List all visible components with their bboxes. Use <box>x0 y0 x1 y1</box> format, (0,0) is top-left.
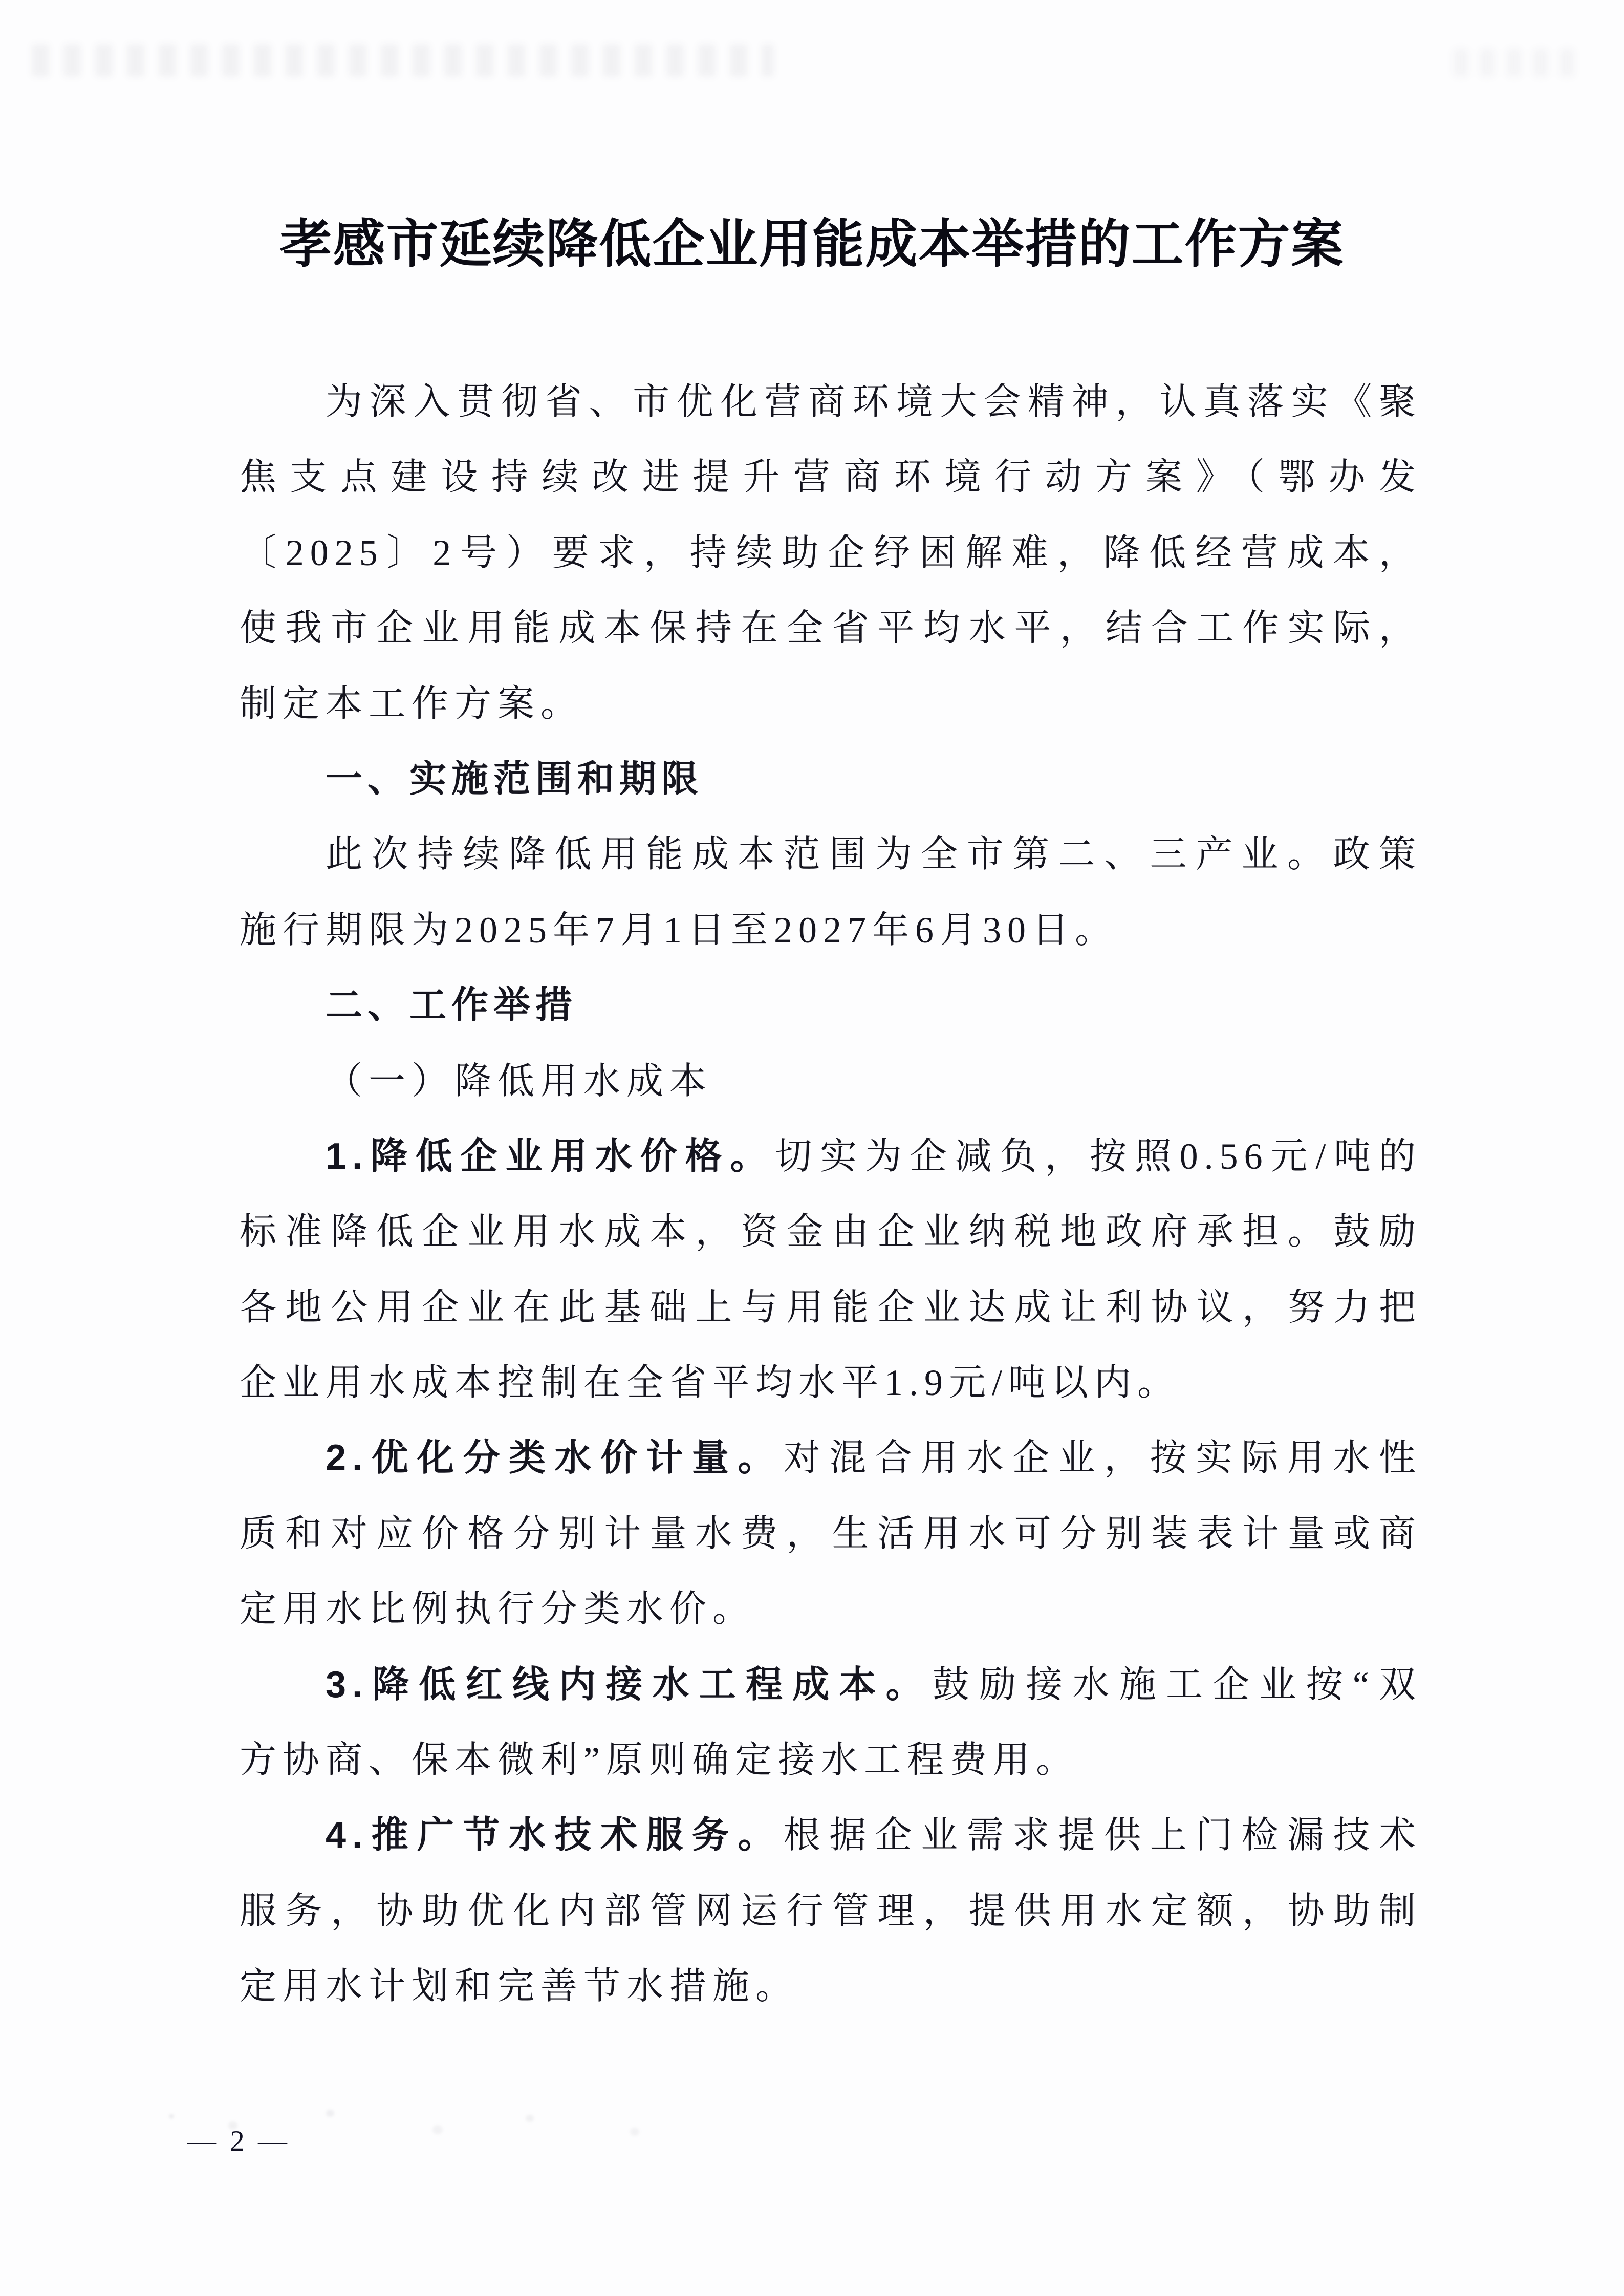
text-line <box>240 516 1422 591</box>
text-line <box>240 1647 1422 1723</box>
paragraph <box>240 1421 1422 1647</box>
body-text: 定用水比例执行分类水价。 <box>240 1589 756 1630</box>
text-line <box>240 1949 1422 2024</box>
text-line <box>240 742 1422 817</box>
section-heading <box>240 1044 1422 1119</box>
body-text: 标准降低企业用水成本，资金由企业纳税地政府承担。鼓励 <box>240 1211 1422 1253</box>
text-line <box>240 591 1422 666</box>
text-line <box>240 968 1422 1043</box>
body-text: 制定本工作方案。 <box>240 683 584 724</box>
text-line <box>240 1572 1422 1647</box>
paragraph <box>240 1119 1422 1421</box>
text-line <box>240 1345 1422 1421</box>
body-text: 方协商、保本微利”原则确定接水工程费用。 <box>240 1740 1079 1781</box>
bold-lead-text: 4.推广节水技术服务。 <box>326 1815 784 1856</box>
body-text: 定用水计划和完善节水措施。 <box>240 1966 799 2007</box>
body-text: 使我市企业用能成本保持在全省平均水平，结合工作实际， <box>240 608 1422 649</box>
text-line <box>240 1723 1422 1798</box>
body-text: （一）降低用水成本 <box>326 1060 713 1102</box>
section-heading <box>240 742 1422 817</box>
body-text: 各地公用企业在此基础上与用能企业达成让利协议，努力把 <box>240 1286 1422 1328</box>
body-text: 企业用水成本控制在全省平均水平1.9元/吨以内。 <box>240 1362 1181 1404</box>
paragraph <box>240 817 1422 968</box>
paragraph <box>240 1647 1422 1798</box>
text-line <box>240 893 1422 968</box>
bold-lead-text: 2.优化分类水价计量。 <box>326 1437 784 1479</box>
text-line <box>240 364 1422 440</box>
scan-bleed-artifact <box>1454 49 1576 77</box>
text-line <box>240 1044 1422 1119</box>
text-line <box>240 1270 1422 1345</box>
body-text: 为深入贯彻省、市优化营商环境大会精神，认真落实《聚 <box>326 381 1422 422</box>
text-line <box>240 1119 1422 1194</box>
body-text: 根据企业需求提供上门检漏技术 <box>783 1815 1422 1856</box>
bold-lead-text: 3.降低红线内接水工程成本。 <box>326 1664 933 1705</box>
body-text: 鼓励接水施工企业按“双 <box>932 1664 1422 1705</box>
bold-lead-text: 一、实施范围和期限 <box>326 758 704 800</box>
body-text: 切实为企减负，按照0.56元/吨的 <box>775 1135 1422 1177</box>
body-text: 服务，协助优化内部管网运行管理，提供用水定额，协助制 <box>240 1890 1422 1932</box>
text-line <box>240 1194 1422 1270</box>
document-body <box>240 364 1422 2025</box>
text-line <box>240 1496 1422 1572</box>
text-line <box>240 817 1422 892</box>
body-text: 质和对应价格分别计量水费，生活用水可分别装表计量或商 <box>240 1513 1422 1554</box>
section-heading <box>240 968 1422 1043</box>
text-line <box>240 1874 1422 1949</box>
body-text: 〔2025〕2号）要求，持续助企纾困解难，降低经营成本， <box>240 532 1422 573</box>
bold-lead-text: 1.降低企业用水价格。 <box>326 1135 775 1177</box>
text-line <box>240 1421 1422 1496</box>
body-text: 施行期限为2025年7月1日至2027年6月30日。 <box>240 909 1118 951</box>
body-text: 此次持续降低用能成本范围为全市第二、三产业。政策 <box>326 834 1422 875</box>
scan-bleed-artifact <box>32 44 774 77</box>
body-text: 对混合用水企业，按实际用水性 <box>783 1437 1422 1479</box>
scan-noise-specks <box>169 2114 174 2118</box>
body-text: 焦支点建设持续改进提升营商环境行动方案》（鄂办发 <box>240 457 1422 498</box>
text-line <box>240 1798 1422 1873</box>
bold-lead-text: 二、工作举措 <box>326 985 578 1026</box>
document-title: 孝感市延续降低企业用能成本举措的工作方案 <box>279 216 1345 274</box>
paragraph <box>240 1798 1422 2024</box>
text-line <box>240 440 1422 515</box>
paragraph <box>240 364 1422 742</box>
page-number: — 2 — <box>187 2125 290 2157</box>
text-line <box>240 667 1422 742</box>
